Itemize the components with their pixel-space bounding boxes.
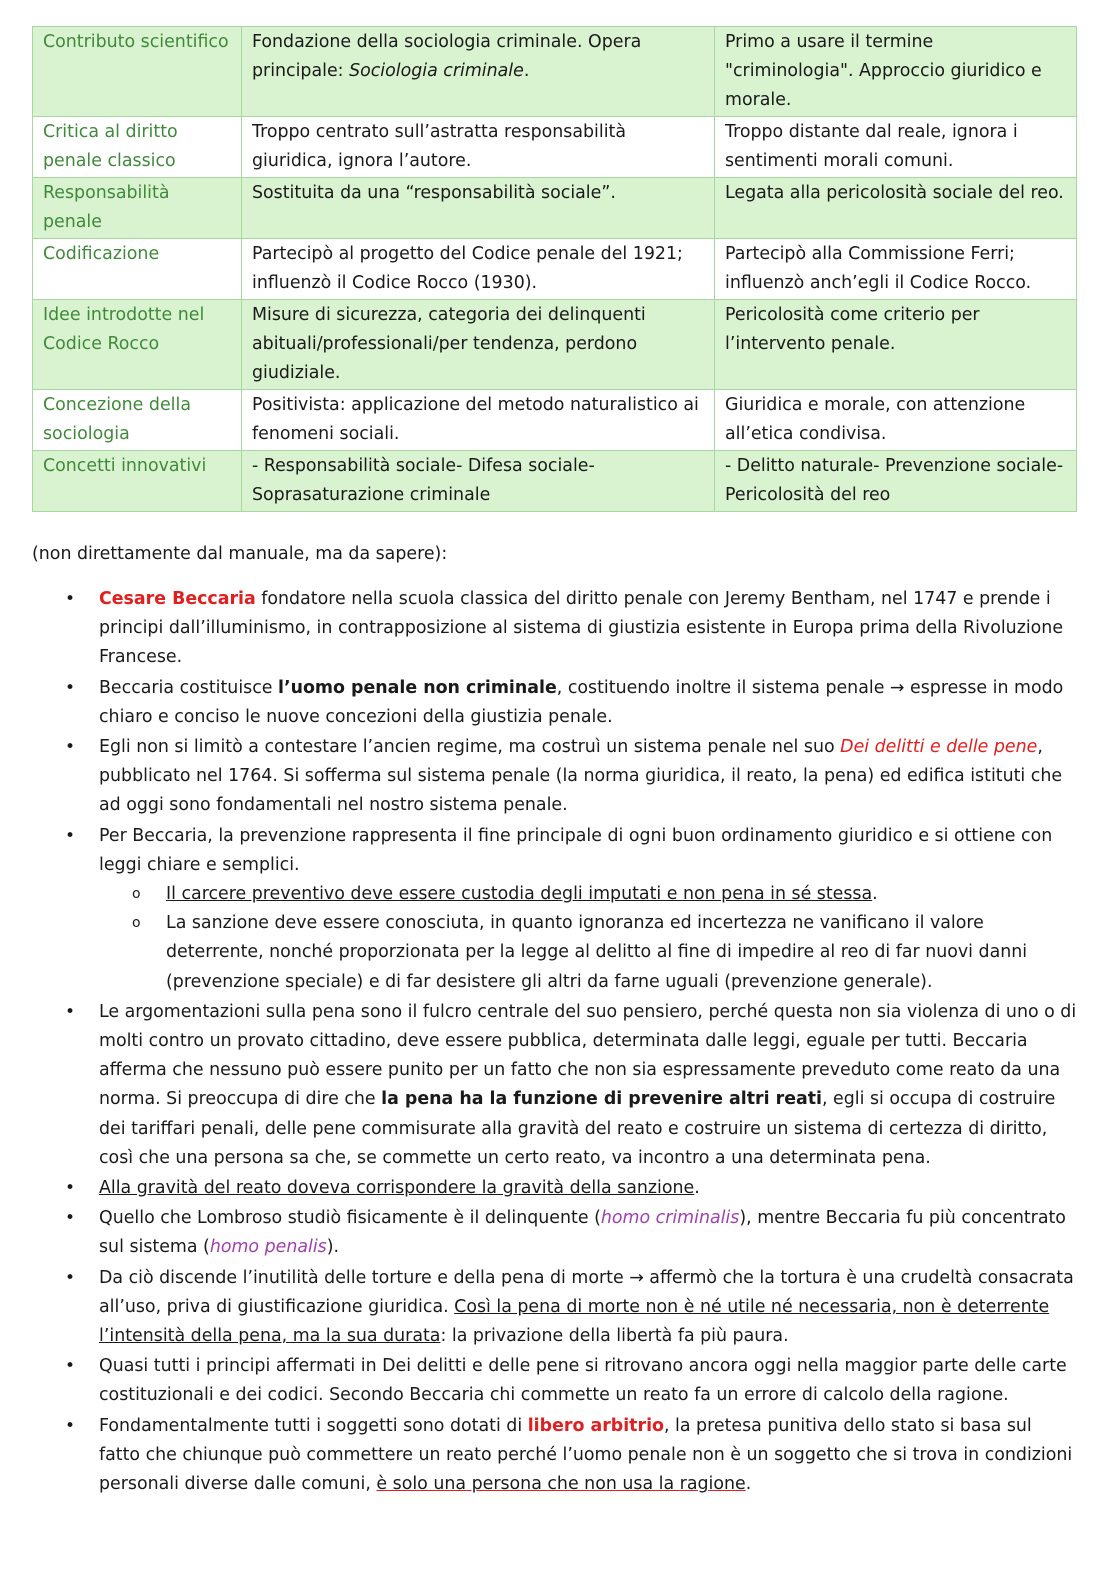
table-row [33,451,1077,512]
column-a-cell: - Responsabilità sociale- Difesa sociale- Soprasaturazione criminale [242,451,715,512]
table-row [33,390,1077,451]
column-b-cell: Partecipò alla Commissione Ferri; influenzò anch’egli il Codice Rocco. [715,239,1077,300]
column-a-cell: Troppo centrato sull’astratta responsabilità giuridica, ignora l’autore. [242,117,715,178]
column-a-cell: Sostituita da una “responsabilità sociale”. [242,178,715,239]
list-item: • Le argomentazioni sulla pena sono il fulcro centrale del suo pensiero, perché questa non sia violenza di uno o di molti contro un provato cittadino, deve essere pubblica, determinata dalle leggi, eguale per tutti. Beccaria afferma che nessuno può essere punito per un fatto che non sia espressamente preveduto come reato da una norma. Si preoccupa di dire che la pena ha la funzione di prevenire altri reati, egli si occupa di costruire dei tariffari penali, delle pene commisurate alla gravità del reato e costruire un sistema di certezza di diritto, così che una persona sa che, se commette un certo reato, va incontro a una determinata pena. [32,998,1077,1173]
column-b-cell: Legata alla pericolosità sociale del reo. [715,178,1077,239]
list-item: • Alla gravità del reato doveva corrispondere la gravità della sanzione. [32,1174,1077,1203]
arrow-right-icon: → [889,677,905,698]
column-b-cell: Primo a usare il termine "criminologia". Approccio giuridico e morale. [715,27,1077,117]
row-label: Concezione della sociologia [33,390,242,451]
list-item: • Beccaria costituisce l’uomo penale non criminale, costituendo inoltre il sistema penale → espresse in modo chiaro e conciso le nuove concezioni della giustizia penale. [32,674,1077,732]
bullet-list [32,585,1077,1500]
list-item: • Quello che Lombroso studiò fisicamente è il delinquente (homo criminalis), mentre Beccaria fu più concentrato sul sistema (homo penalis). [32,1204,1077,1262]
table-row [33,27,1077,117]
column-a-cell: Positivista: applicazione del metodo naturalistico ai fenomeni sociali. [242,390,715,451]
list-item: • Da ciò discende l’inutilità delle torture e della pena di morte → affermò che la tortura è una crudeltà consacrata all’uso, priva di giustificazione giuridica. Così la pena di morte non è né utile né necessaria, non è deterrente l’intensità della pena, ma la sua durata: la privazione della libertà fa più paura. [32,1264,1077,1352]
row-label: Idee introdotte nel Codice Rocco [33,300,242,390]
arrow-right-icon: → [629,1267,644,1288]
sub-list-item: o La sanzione deve essere conosciuta, in quanto ignoranza ed incertezza ne vanificano il valore deterrente, nonché proporzionata per la legge al delitto al fine di impedire al reo di far nuovi danni (prevenzione speciale) e di far desistere gli altri da farne uguali (prevenzione generale). [99,909,1077,997]
table-row [33,300,1077,390]
column-b-cell: Troppo distante dal reale, ignora i sentimenti morali comuni. [715,117,1077,178]
list-item: • Fondamentalmente tutti i soggetti sono dotati di libero arbitrio, la pretesa punitiva dello stato si basa sul fatto che chiunque può commettere un reato perché l’uomo penale non è un soggetto che si trova in condizioni personali diverse dalle comuni, è solo una persona che non usa la ragione. [32,1412,1077,1500]
comparison-table [32,26,1077,512]
column-b-cell: Giuridica e morale, con attenzione all’etica condivisa. [715,390,1077,451]
row-label: Codificazione [33,239,242,300]
intro-note: (non direttamente dal manuale, ma da sapere): [32,544,448,564]
list-item: • Cesare Beccaria fondatore nella scuola classica del diritto penale con Jeremy Bentham, nel 1747 e prende i principi dall’illuminismo, in contrapposizione al sistema di giustizia esistente in Europa prima della Rivoluzione Francese. [32,585,1077,673]
sub-list-item: o Il carcere preventivo deve essere custodia degli imputati e non pena in sé stessa. [99,880,1077,909]
column-b-cell: Pericolosità come criterio per l’intervento penale. [715,300,1077,390]
row-label: Concetti innovativi [33,451,242,512]
list-item: • Per Beccaria, la prevenzione rappresenta il fine principale di ogni buon ordinamento giuridico e si ottiene con leggi chiare e semplici. o Il carcere preventivo deve essere custodia degli imputati e non pena in sé stessa. o La sanzione deve essere conosciuta, in quanto ignoranza ed incertezza ne vanificano il valore deterrente, nonché proporzionata per la legge al delitto al fine di impedire al reo di far nuovi danni (prevenzione speciale) e di far desistere gli altri da farne uguali (prevenzione generale). [32,822,1077,997]
row-label: Critica al diritto penale classico [33,117,242,178]
sub-list [99,880,1077,997]
column-a-cell: Fondazione della sociologia criminale. Opera principale: Sociologia criminale. [242,27,715,117]
list-item: • Quasi tutti i principi affermati in Dei delitti e delle pene si ritrovano ancora oggi nella maggior parte delle carte costituzionali e dei codici. Secondo Beccaria chi commette un reato fa un errore di calcolo della ragione. [32,1352,1077,1410]
table-row [33,117,1077,178]
column-a-cell: Partecipò al progetto del Codice penale del 1921; influenzò il Codice Rocco (1930). [242,239,715,300]
table-row [33,239,1077,300]
table-row [33,178,1077,239]
row-label: Contributo scientifico [33,27,242,117]
column-b-cell: - Delitto naturale- Prevenzione sociale- Pericolosità del reo [715,451,1077,512]
list-item: • Egli non si limitò a contestare l’ancien regime, ma costruì un sistema penale nel suo Dei delitti e delle pene, pubblicato nel 1764. Si sofferma sul sistema penale (la norma giuridica, il reato, la pena) ed edifica istituti che ad oggi sono fondamentali nel nostro sistema penale. [32,733,1077,821]
row-label: Responsabilità penale [33,178,242,239]
column-a-cell: Misure di sicurezza, categoria dei delinquenti abituali/professionali/per tendenza, perdono giudiziale. [242,300,715,390]
